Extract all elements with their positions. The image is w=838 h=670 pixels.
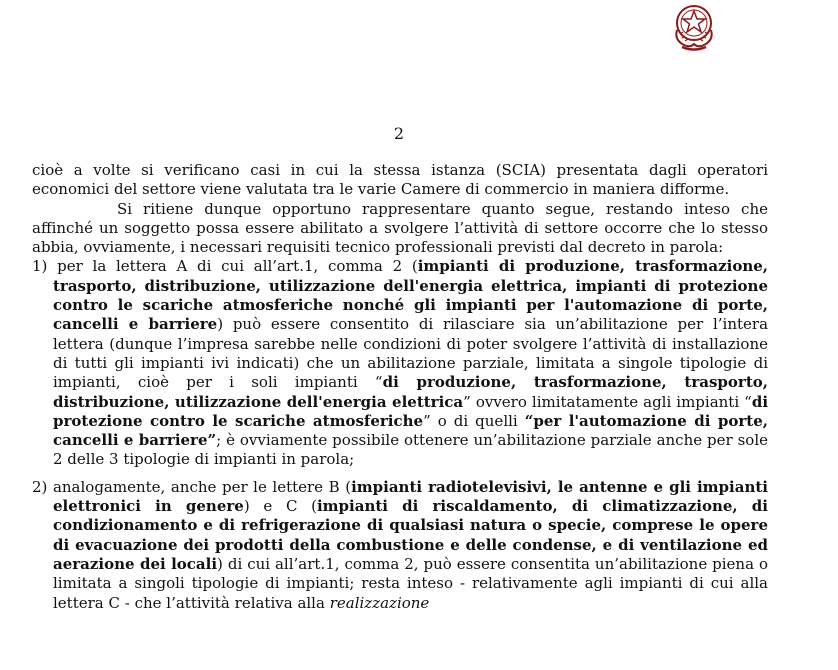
item-text: ; è ovviamente possibile ottenere un’abilitazione parziale anche per sole 2 delle 3 tipologie di impianti in parola; xyxy=(53,431,768,469)
item-text: ) può essere consentito di rilasciare sia un’abilitazione per l’intera lettera (dunque l’impresa sarebbe nelle condizioni di poter svolgere l’attività di installazione di tutti gli impianti ivi indicati) che un abilitazione parziale, limitata a singole tipologie di impianti, cioè per i soli impianti “ xyxy=(53,315,769,392)
item-text: ) di cui all’art.1, comma 2, può essere consentita un’abilitazione piena o limitata a singoli tipologie di impianti; resta inteso - relativamente agli impianti di cui alla lettera C - che l’attività relativa alla xyxy=(53,554,768,612)
item-italic-text: realizzazione xyxy=(329,593,430,612)
document-body xyxy=(32,161,768,613)
item-text: ” ovvero limitatamente agli impianti “ xyxy=(463,392,752,411)
item-bold-text: di protezione contro le scariche atmosferiche xyxy=(53,392,769,430)
item-bold-text: impianti di produzione, trasformazione, trasporto, distribuzione, utilizzazione dell'energia elettrica, impianti di protezione contro le scariche atmosferiche nonché gli impianti per l'automazione di porte, cancelli e barriere xyxy=(53,257,768,334)
item-text: 1) per la lettera A di cui all’art.1, comma 2 ( xyxy=(32,257,418,276)
item-text: ” o di quelli xyxy=(423,411,525,430)
paragraph: Si ritiene dunque opportuno rappresentare quanto segue, restando inteso che affinché un soggetto possa essere abilitato a svolgere l’attività di settore occorre che lo stesso abbia, ovviamente, i necessari requisiti tecnico professionali previsti dal decreto in parola: xyxy=(32,199,768,257)
page-number: 2 xyxy=(393,124,405,143)
item-text: 2) analogamente, anche per le lettere B ( xyxy=(32,477,352,496)
paragraph: cioè a volte si verificano casi in cui la stessa istanza (SCIA) presentata dagli operatori economici del settore viene valutata tra le varie Camere di commercio in maniera difforme. xyxy=(32,161,768,199)
italian-republic-emblem-icon xyxy=(668,0,720,52)
list-item xyxy=(32,257,768,469)
item-bold-text: di produzione, trasformazione, trasporto, distribuzione, utilizzazione dell'energia elettrica xyxy=(53,373,768,411)
list-item xyxy=(32,478,768,613)
item-bold-text: impianti di riscaldamento, di climatizzazione, di condizionamento e di refrigerazione di qualsiasi natura o specie, comprese le opere di evacuazione dei prodotti della combustione e delle condense, e di ventilazione ed aerazione dei locali xyxy=(53,497,768,573)
item-text: ) e C ( xyxy=(243,497,317,516)
item-bold-text: “per l'automazione di porte, cancelli e barriere” xyxy=(53,411,768,450)
item-bold-text: impianti radiotelevisivi, le antenne e gli impianti elettronici in genere xyxy=(53,477,768,516)
